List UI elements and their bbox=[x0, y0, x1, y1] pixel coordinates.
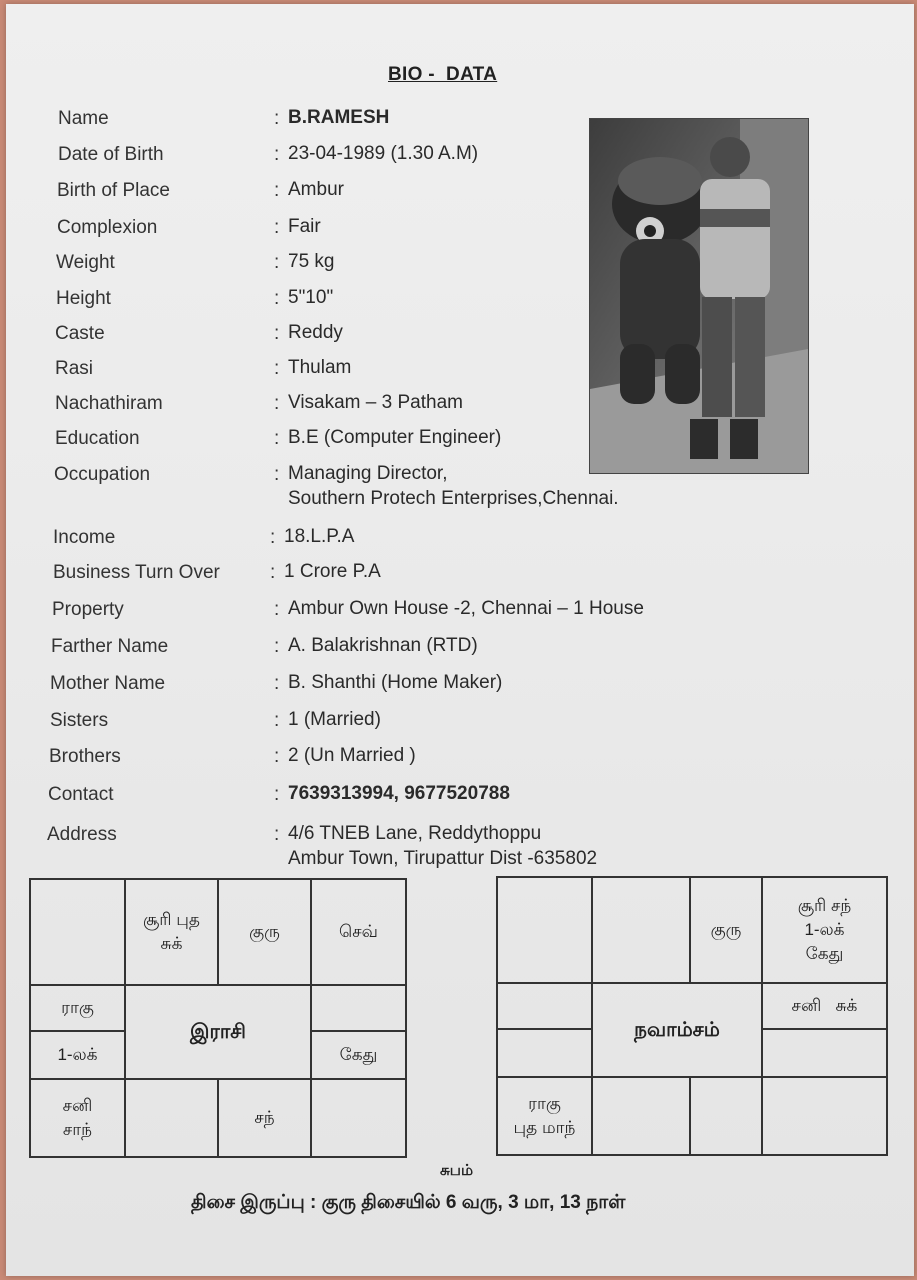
field-colon: : bbox=[274, 108, 280, 129]
field-label-income: Income bbox=[53, 527, 116, 548]
navamsam-cell-top3: குரு bbox=[690, 877, 762, 983]
field-colon: : bbox=[274, 784, 280, 805]
field-label-farther-name: Farther Name bbox=[51, 636, 169, 657]
field-value-nachathiram: Visakam – 3 Patham bbox=[288, 392, 463, 413]
field-colon: : bbox=[274, 824, 280, 845]
page-title: BIO - DATA bbox=[388, 64, 498, 85]
field-colon: : bbox=[274, 599, 280, 620]
field-colon: : bbox=[274, 288, 280, 309]
rasi-cell-top2: சூரி புத சுக் bbox=[125, 879, 218, 985]
rasi-cell-bottom3: சந் bbox=[218, 1079, 311, 1157]
field-value-rasi: Thulam bbox=[288, 357, 352, 378]
navamsam-chart bbox=[496, 876, 888, 1156]
rasi-cell-left-lower: 1-லக் bbox=[30, 1031, 125, 1079]
field-value-mother-name: B. Shanthi (Home Maker) bbox=[288, 672, 503, 693]
field-colon: : bbox=[274, 252, 280, 273]
disai-iruppu-text: திசை இருப்பு : குரு திசையில் 6 வரு, 3 மா, 13 நாள் bbox=[191, 1192, 626, 1213]
field-colon: : bbox=[274, 393, 280, 414]
field-value-weight: 75 kg bbox=[288, 251, 335, 272]
field-label-contact: Contact bbox=[48, 784, 114, 805]
field-colon: : bbox=[274, 710, 280, 731]
rasi-cell-bottom4 bbox=[311, 1079, 406, 1157]
field-label-education: Education bbox=[55, 428, 140, 449]
field-value-occupation-line2: Southern Protech Enterprises,Chennai. bbox=[288, 488, 619, 509]
field-colon: : bbox=[274, 323, 280, 344]
field-label-mother-name: Mother Name bbox=[50, 673, 166, 694]
field-value-complexion: Fair bbox=[288, 216, 321, 237]
navamsam-cell-right-upper: சனி சுக் bbox=[762, 983, 887, 1029]
field-value-contact: 7639313994, 9677520788 bbox=[288, 783, 510, 804]
field-value-property: Ambur Own House -2, Chennai – 1 House bbox=[288, 598, 644, 619]
biodata-sheet bbox=[6, 4, 914, 1276]
photo-illustration bbox=[590, 119, 808, 473]
field-colon: : bbox=[274, 217, 280, 238]
field-value-education: B.E (Computer Engineer) bbox=[288, 427, 502, 448]
field-label-complexion: Complexion bbox=[57, 217, 158, 238]
navamsam-cell-bottom4 bbox=[762, 1077, 887, 1155]
field-value-name: B.RAMESH bbox=[288, 107, 390, 128]
field-colon: : bbox=[274, 673, 280, 694]
field-value-occupation: Managing Director, bbox=[288, 463, 448, 484]
rasi-chart bbox=[29, 878, 407, 1158]
field-colon: : bbox=[274, 144, 280, 165]
rasi-cell-right-upper bbox=[311, 985, 406, 1031]
field-value-date-of-birth: 23-04-1989 (1.30 A.M) bbox=[288, 143, 479, 164]
field-label-sisters: Sisters bbox=[50, 710, 109, 731]
field-label-date-of-birth: Date of Birth bbox=[58, 144, 164, 165]
field-label-rasi: Rasi bbox=[55, 358, 94, 379]
field-label-height: Height bbox=[56, 288, 111, 309]
field-value-height: 5"10" bbox=[288, 287, 334, 308]
field-label-nachathiram: Nachathiram bbox=[55, 393, 163, 414]
subam-text: சுபம் bbox=[440, 1162, 474, 1179]
field-colon: : bbox=[274, 636, 280, 657]
rasi-center: இராசி bbox=[125, 985, 311, 1079]
field-value-income: 18.L.P.A bbox=[284, 526, 355, 547]
field-value-business-turn-over: 1 Crore P.A bbox=[284, 561, 381, 582]
navamsam-cell-top4: சூரி சந் 1-லக் கேது bbox=[762, 877, 887, 983]
navamsam-cell-bottom1: ராகு புத மாந் bbox=[497, 1077, 592, 1155]
field-colon: : bbox=[274, 746, 280, 767]
field-value-brothers: 2 (Un Married ) bbox=[288, 745, 416, 766]
field-colon: : bbox=[270, 527, 276, 548]
rasi-cell-top4: செவ் bbox=[311, 879, 406, 985]
navamsam-cell-bottom3 bbox=[690, 1077, 762, 1155]
rasi-cell-left-upper: ராகு bbox=[30, 985, 125, 1031]
rasi-cell-top3: குரு bbox=[218, 879, 311, 985]
field-value-birth-of-place: Ambur bbox=[288, 179, 344, 200]
rasi-cell-bottom1: சனி சாந் bbox=[30, 1079, 125, 1157]
navamsam-cell-top2 bbox=[592, 877, 690, 983]
field-label-occupation: Occupation bbox=[54, 464, 151, 485]
navamsam-cell-top1 bbox=[497, 877, 592, 983]
field-colon: : bbox=[274, 464, 280, 485]
field-label-address: Address bbox=[47, 824, 117, 845]
field-colon: : bbox=[270, 562, 276, 583]
field-colon: : bbox=[274, 428, 280, 449]
field-label-birth-of-place: Birth of Place bbox=[57, 180, 170, 201]
navamsam-cell-bottom2 bbox=[592, 1077, 690, 1155]
navamsam-cell-left-upper bbox=[497, 983, 592, 1029]
profile-photo bbox=[589, 118, 809, 474]
field-label-caste: Caste bbox=[55, 323, 105, 344]
field-label-brothers: Brothers bbox=[49, 746, 121, 767]
field-value-sisters: 1 (Married) bbox=[288, 709, 381, 730]
field-label-weight: Weight bbox=[56, 252, 115, 273]
navamsam-cell-left-lower bbox=[497, 1029, 592, 1077]
navamsam-cell-right-lower bbox=[762, 1029, 887, 1077]
rasi-cell-bottom2 bbox=[125, 1079, 218, 1157]
field-value-address-line2: Ambur Town, Tirupattur Dist -635802 bbox=[288, 848, 598, 869]
navamsam-center: நவாம்சம் bbox=[592, 983, 762, 1077]
rasi-cell-top1 bbox=[30, 879, 125, 985]
field-colon: : bbox=[274, 180, 280, 201]
field-colon: : bbox=[274, 358, 280, 379]
field-label-business-turn-over: Business Turn Over bbox=[53, 562, 220, 583]
rasi-cell-right-lower: கேது bbox=[311, 1031, 406, 1079]
field-value-farther-name: A. Balakrishnan (RTD) bbox=[288, 635, 478, 656]
field-value-caste: Reddy bbox=[288, 322, 343, 343]
field-label-property: Property bbox=[52, 599, 124, 620]
field-value-address: 4/6 TNEB Lane, Reddythoppu bbox=[288, 823, 542, 844]
field-label-name: Name bbox=[58, 108, 109, 129]
